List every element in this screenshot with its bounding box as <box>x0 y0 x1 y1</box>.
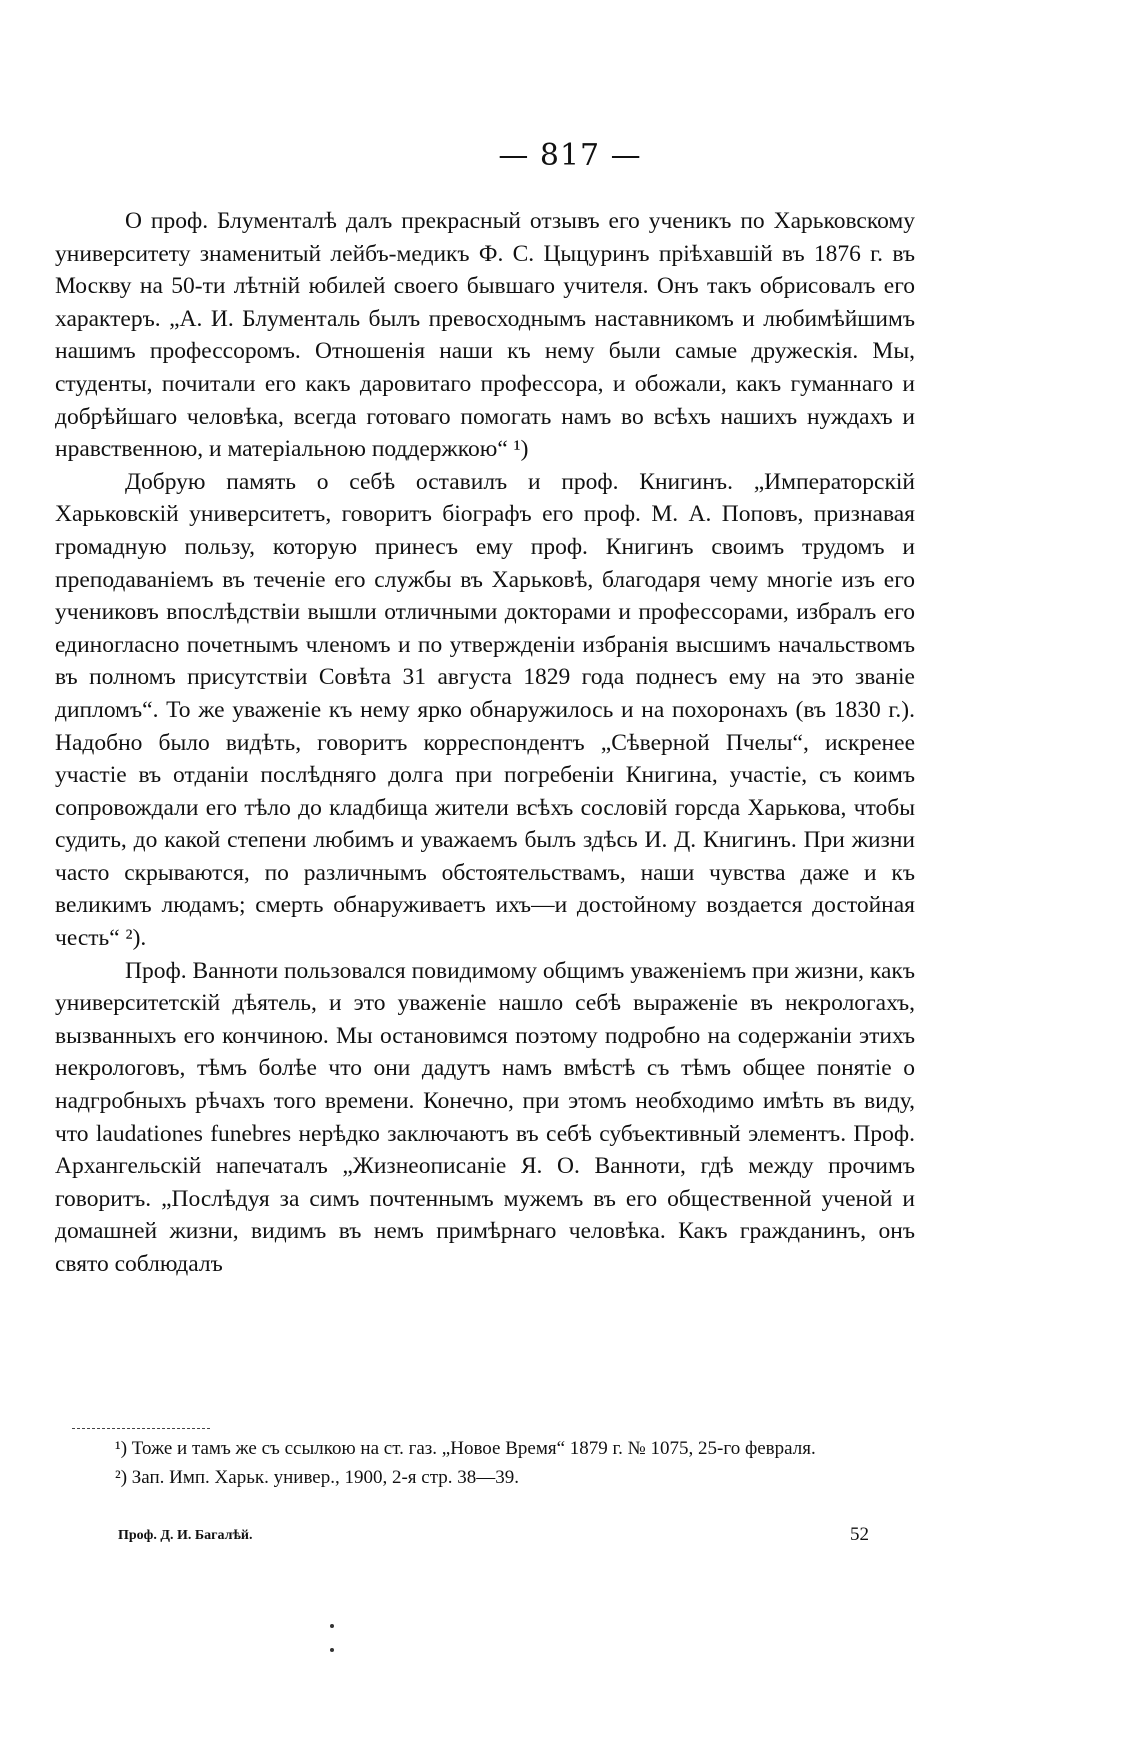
paragraph-3: Проф. Ванноти пользовался повидимому общимъ уваженіемъ при жизни, какъ университетскій дѣятель, и это уваженіе нашло себѣ выраженіе въ некрологахъ, вызванныхъ его кончиною. Мы остановимся поэтому подробно на содержаніи этихъ некрологовъ, тѣмъ болѣе что они дадутъ намъ вмѣстѣ съ тѣмъ общее понятіе о надгробныхъ рѣчахъ того времени. Конечно, при этомъ необходимо имѣть въ виду, что laudationes funebres нерѣдко заключаютъ въ себѣ субъективный элементъ. Проф. Архангельскій напечаталъ „Жизнеописаніе Я. О. Ванноти, гдѣ между прочимъ говоритъ. „Послѣдуя за симъ почтеннымъ мужемъ въ его общественной ученой и домашней жизни, видимъ въ немъ примѣрнаго человѣка. Какъ гражданинъ, онъ свято соблюдалъ <box>55 957 915 1277</box>
paragraph-2: Добрую память о себѣ оставилъ и проф. Книгинъ. „Императорскій Харьковскій университетъ, говоритъ біографъ его проф. М. А. Поповъ, признавая громадную пользу, которую принесъ ему проф. Книгинъ своимъ трудомъ и преподаваніемъ въ теченіе его службы въ Харьковѣ, благодаря чему многіе изъ его учениковъ впослѣдствіи вышли отличными докторами и профессорами, избралъ его единогласно почетнымъ членомъ и по утвержденіи избранія высшимъ начальствомъ въ полномъ присутствіи Совѣта 31 августа 1829 года поднесъ ему на это званіе дипломъ“. То же уваженіе къ нему ярко обнаружилось и на похоронахъ (въ 1830 г.). Надобно было видѣть, говоритъ корреспондентъ „Сѣверной Пчелы“, искренее участіе въ отданіи послѣдняго долга при погребеніи Книгина, участіе, съ коимъ сопровождали его тѣло до кладбища жители всѣхъ сословій горсда Харькова, чтобы судить, до какой степени любимъ и уважаемъ былъ здѣсь И. Д. Книгинъ. При жизни часто скрываются, по различнымъ обстоятельствамъ, наши чувства даже и къ великимъ людамъ; смерть обнаруживаетъ ихъ—и достойному воздается достойная честь“ ²). <box>55 468 915 952</box>
footnote-1: ¹) Тоже и тамъ же съ ссылкою на ст. газ. „Новое Время“ 1879 г. № 1075, 25-го февраля. <box>115 1438 816 1459</box>
footnote-divider <box>72 1428 210 1429</box>
sheet-number: 52 <box>850 1524 869 1545</box>
footnotes <box>55 1434 915 1492</box>
footnote-2: ²) Зап. Имп. Харьк. универ., 1900, 2-я стр. 38—39. <box>115 1467 520 1488</box>
paragraph-1: О проф. Блументалѣ далъ прекрасный отзывъ его ученикъ по Харьковскому университету знаменитый лейбъ-медикъ Ф. С. Цыцуринъ пріѣхавшій въ 1876 г. въ Москву на 50-ти лѣтній юбилей своего бывшаго учителя. Онъ такъ обрисовалъ его характеръ. „А. И. Блументаль былъ превосходнымъ наставникомъ и любимѣйшимъ нашимъ профессоромъ. Отношенія наши къ нему были самые дружескія. Мы, студенты, почитали его какъ даровитаго профессора, и обожали, какъ гуманнаго и добрѣйшаго человѣка, всегда готоваго помогать намъ во всѣхъ нашихъ нуждахъ и нравственною, и матеріальною поддержкою“ ¹) <box>55 208 915 463</box>
body-text <box>55 205 915 1281</box>
author-signature: Проф. Д. И. Багалѣй. <box>118 1528 253 1543</box>
page-number: — 817 — <box>498 138 642 173</box>
stray-colon-mark <box>330 1624 334 1652</box>
